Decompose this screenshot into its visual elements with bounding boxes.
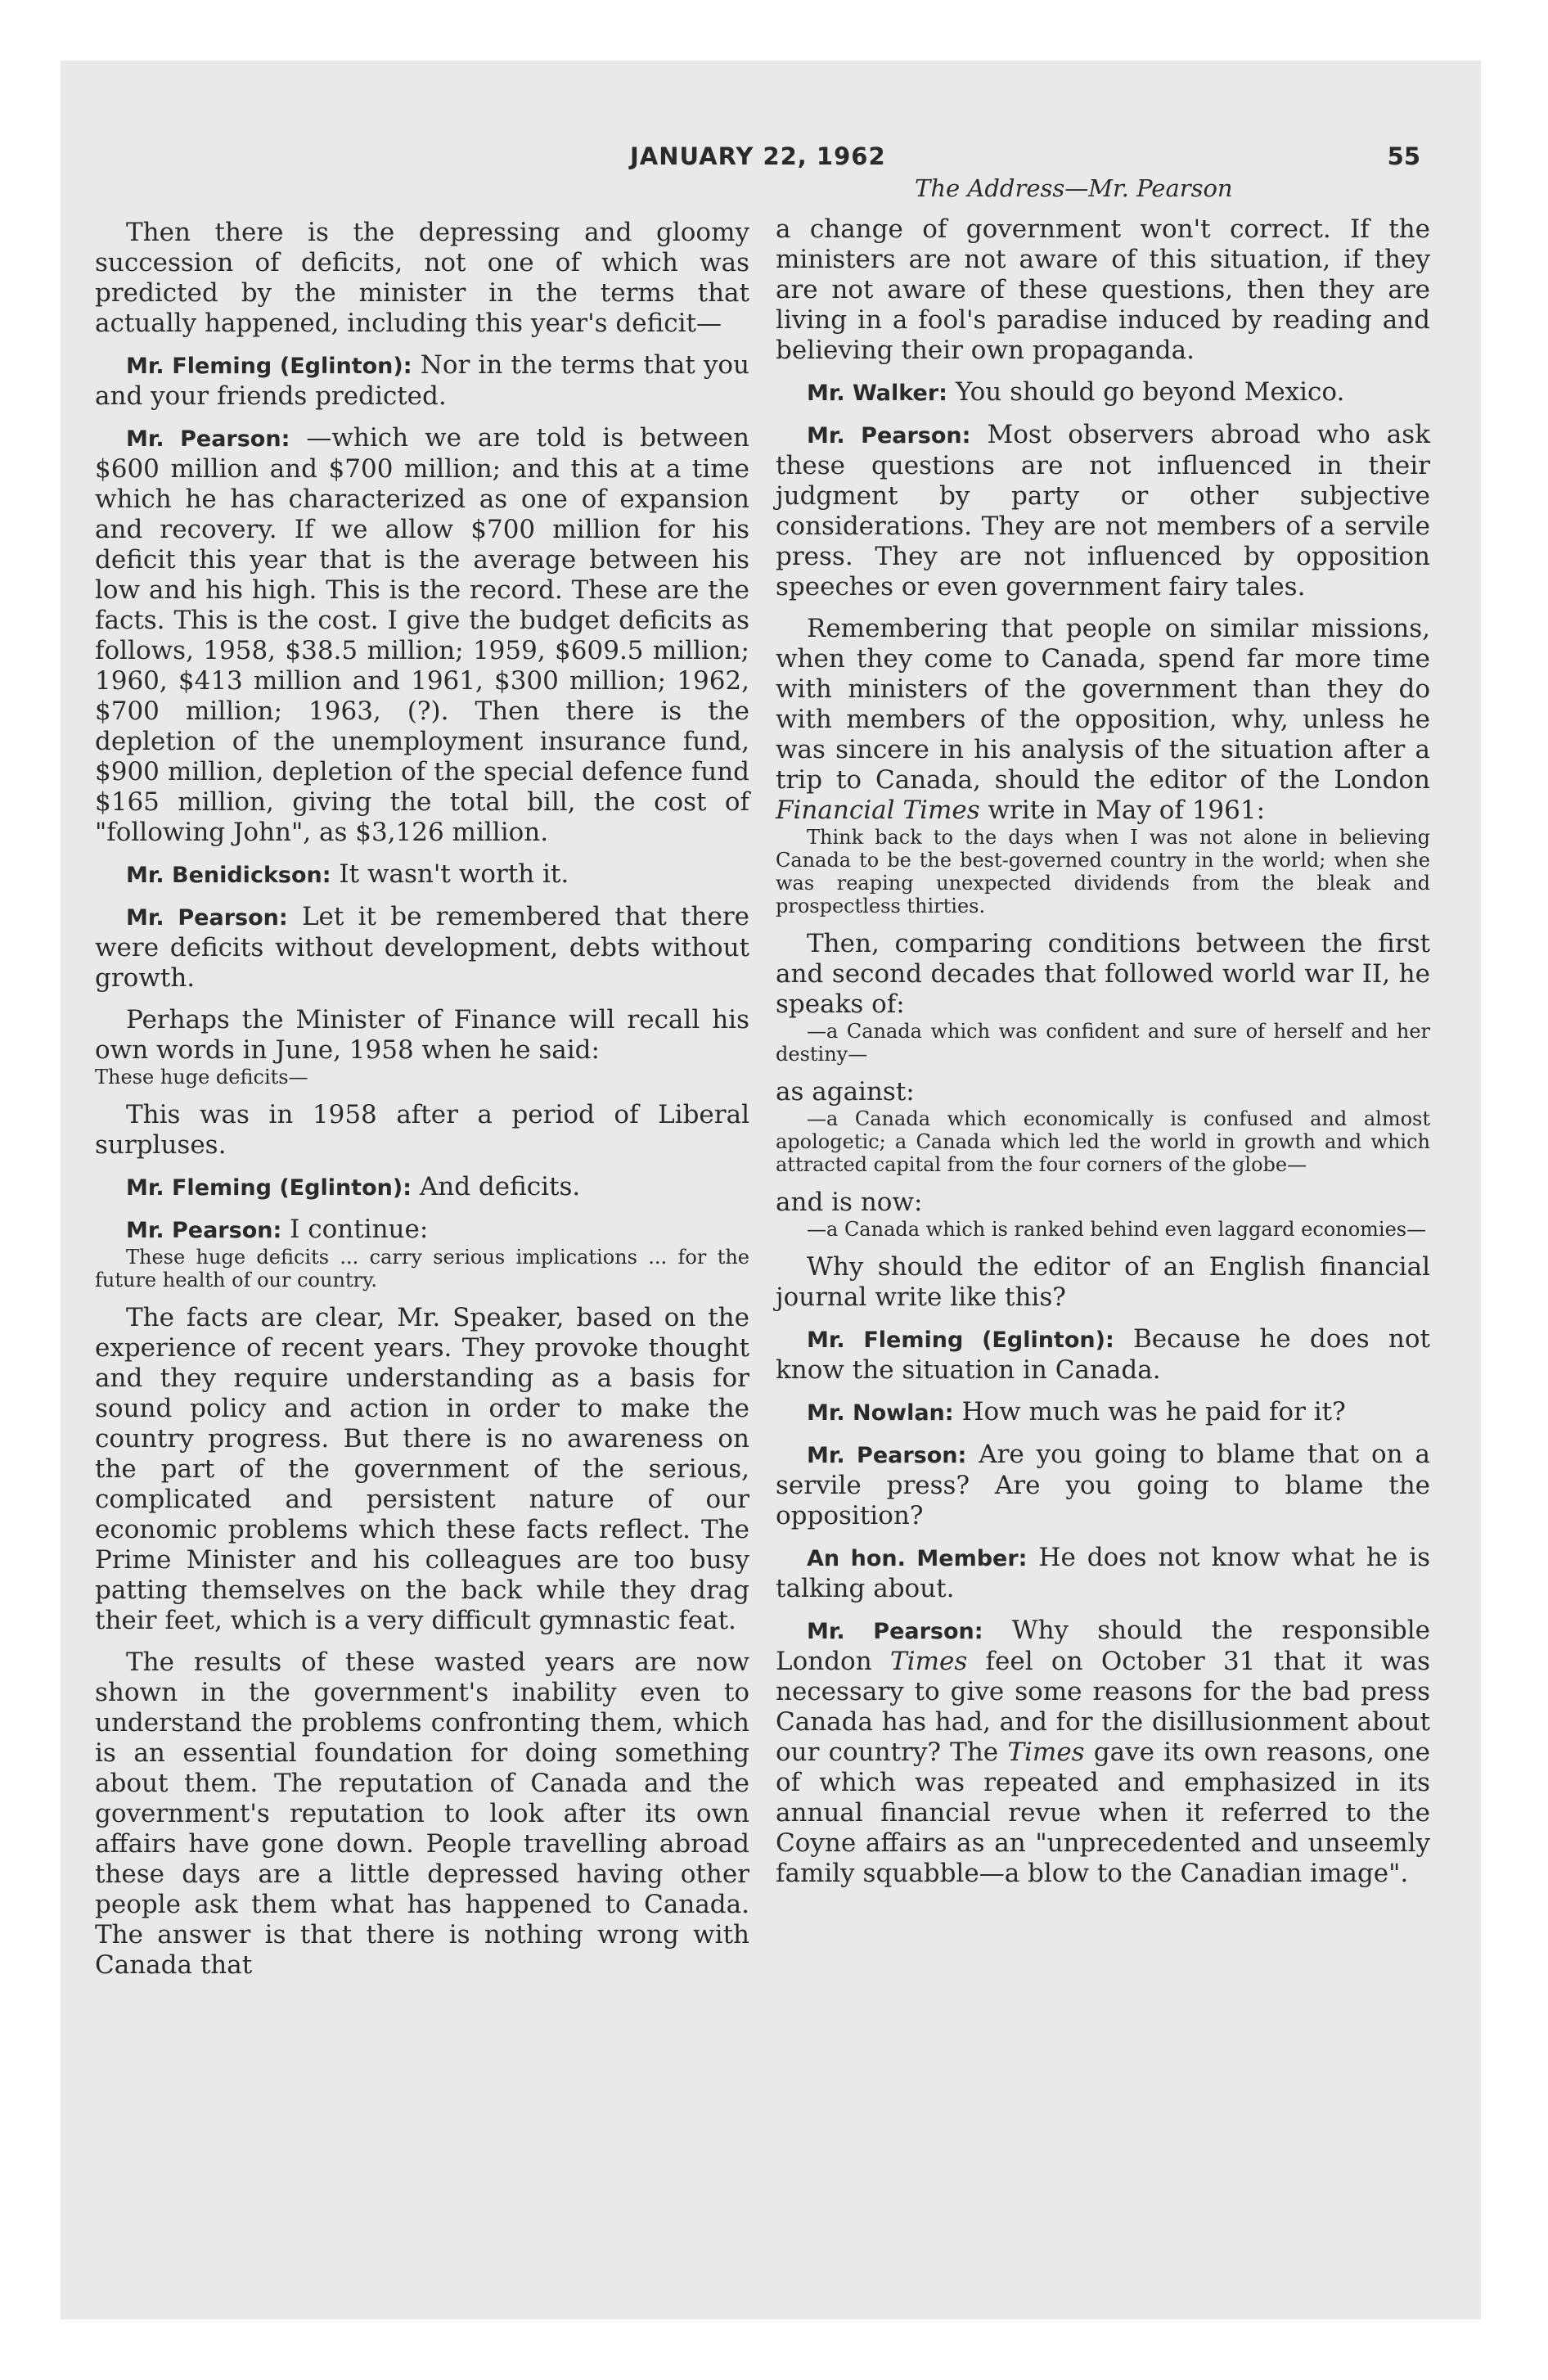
speech-text: And deficits. <box>419 1172 581 1201</box>
speech-text: Most observers abroad who ask these questions are not influenced in their judgment by party or other subjective considerations. They are not members of a servile press. They are not influenced by opposition speeches or even government fairy tales. <box>776 420 1430 602</box>
speech-text: gave its own reasons, one of which was repeated and emphasized in its annual financial revue when it referred to the Coyne affairs as an "unprecedented and unseemly family squabble—a blow to the Canadian image". <box>776 1738 1431 1888</box>
speech-text: I continue: <box>290 1215 429 1244</box>
quotation: These huge deficits ... carry serious implications ... for the future health of our country. <box>95 1246 749 1291</box>
paragraph: The results of these wasted years are now shown in the government's inability even to understand the problems confronting them, which is an essential foundation for doing something about them. The reputation of Canada and the government's reputation to look after its own affairs have gone down. People travelling abroad these days are a little depressed having other people ask them what has happened to Canada. The answer is that there is nothing wrong with Canada that <box>95 1648 749 1980</box>
page-header <box>61 142 1481 175</box>
paragraph: and is now: <box>776 1188 923 1217</box>
speaker-name: Mr. Pearson: <box>807 1619 983 1644</box>
paragraph: Then there is the depressing and gloomy succession of deficits, not one of which was predicted by the minister in the terms that actually happened, including this year's deficit— <box>95 218 749 338</box>
speech-text: Because he does not know the situation in Canada. <box>776 1324 1431 1385</box>
quotation: —a Canada which was confident and sure of herself and her destiny— <box>776 1020 1430 1066</box>
speech-text: It wasn't worth it. <box>339 859 569 889</box>
quotation: Think back to the days when I was not alone in believing Canada to be the best-governed country in the world; when she was reaping unexpected dividends from the bleak and prospectless thirties. <box>776 826 1430 917</box>
speaker-name: Mr. Walker: <box>807 381 947 406</box>
paragraph: Perhaps the Minister of Finance will recall his own words in June, 1958 when he said: <box>95 1005 749 1065</box>
quotation: —a Canada which is ranked behind even laggard economies— <box>807 1218 1427 1241</box>
speech <box>776 377 1430 408</box>
page-date: JANUARY 22, 1962 <box>630 142 886 170</box>
paragraph: as against: <box>776 1077 915 1107</box>
speaker-name: Mr. Nowlan: <box>807 1400 954 1426</box>
publication-title: Times <box>890 1647 968 1676</box>
paragraph: Then, comparing conditions between the first and second decades that followed world war II, he speaks of: <box>776 929 1430 1019</box>
speech <box>776 1397 1430 1428</box>
speech <box>95 902 749 994</box>
document-page <box>61 61 1481 2319</box>
paragraph <box>776 614 1430 826</box>
speaker-name: Mr. Benidickson: <box>126 863 331 888</box>
paragraph: a change of government won't correct. If the ministers are not aware of this situation, if they are not aware of these questions, then they are living in a fool's paradise induced by reading and believing their own propaganda. <box>776 214 1430 365</box>
speech <box>776 1324 1430 1386</box>
speech <box>95 423 749 848</box>
text: Remembering that people on similar missions, when they come to Canada, spend far more time with ministers of the government than they do with members of the opposition, why, unless he was sincere in his analysis of the situation after a trip to Canada, should the editor of the London <box>776 614 1430 795</box>
speech <box>95 1215 749 1246</box>
speech <box>95 859 749 890</box>
text: write in May of 1961: <box>988 796 1266 825</box>
page-number: 55 <box>1387 142 1420 170</box>
speech-text: He does not know what he is talking about. <box>776 1543 1430 1603</box>
paragraph: Why should the editor of an English financial journal write like this? <box>776 1252 1430 1312</box>
speaker-name: Mr. Fleming (Eglinton): <box>807 1327 1114 1353</box>
quotation: These huge deficits— <box>95 1066 308 1089</box>
speaker-name: An hon. Member: <box>807 1546 1028 1571</box>
speaker-name: Mr. Pearson: <box>807 423 971 449</box>
speech-text: Are you going to blame that on a servile press? Are you going to blame the opposition? <box>776 1440 1431 1530</box>
speaker-name: Mr. Pearson: <box>126 1218 282 1243</box>
left-column <box>95 218 749 1992</box>
paragraph: The facts are clear, Mr. Speaker, based on the experience of recent years. They provoke thought and they require understanding as a basis for sound policy and action in order to make the country progress. But there is no awareness on the part of the government of the serious, complicated and persistent nature of our economic problems which these facts reflect. The Prime Minister and his colleagues are too busy patting themselves on the back while they drag their feet, which is a very difficult gymnastic feat. <box>95 1303 749 1635</box>
speaker-name: Mr. Pearson: <box>126 426 290 452</box>
speech <box>95 350 749 412</box>
speech-text: How much was he paid for it? <box>961 1397 1346 1427</box>
right-column <box>776 214 1430 1900</box>
speaker-name: Mr. Pearson: <box>807 1443 967 1468</box>
speech <box>776 1543 1430 1604</box>
publication-title: Financial Times <box>776 796 980 825</box>
speech-text: You should go beyond Mexico. <box>955 377 1345 407</box>
speech <box>95 1172 749 1203</box>
speech <box>776 1616 1430 1889</box>
speech-text: —which we are told is between $600 million and $700 million; and this at a time which he has characterized as one of expansion and recovery. If we allow $700 million for his deficit this year that is the average between his low and his high. This is the record. These are the facts. This is the cost. I give the budget deficits as follows, 1958, $38.5 million; 1959, $609.5 million; 1960, $413 million and 1961, $300 million; 1962, $700 million; 1963, (?). Then there is the depletion of the unemployment insurance fund, $900 million, depletion of the special defence fund $165 million, giving the total bill, the cost of "following John", as $3,126 million. <box>95 423 749 847</box>
speech-text: Let it be remembered that there were deficits without development, debts without growth. <box>95 902 749 993</box>
speech-text: Why should the responsible London <box>776 1616 1430 1676</box>
quotation: —a Canada which economically is confused and almost apologetic; a Canada which led the world in growth and which attracted capital from the four corners of the globe— <box>776 1107 1430 1176</box>
speech-text: Nor in the terms that you and your friends predicted. <box>95 350 750 411</box>
speech <box>776 420 1430 602</box>
running-title: The Address—Mr. Pearson <box>915 174 1233 202</box>
speaker-name: Mr. Fleming (Eglinton): <box>126 1175 412 1201</box>
speech <box>776 1440 1430 1531</box>
speaker-name: Mr. Pearson: <box>126 905 288 931</box>
paragraph: This was in 1958 after a period of Liberal surpluses. <box>95 1100 749 1160</box>
speech-text: feel on October 31 that it was necessary to give some reasons for the bad press Canada has had, and for the disillusionment about our country? The <box>776 1647 1430 1767</box>
speaker-name: Mr. Fleming (Eglinton): <box>126 354 412 379</box>
publication-title: Times <box>1007 1738 1085 1767</box>
